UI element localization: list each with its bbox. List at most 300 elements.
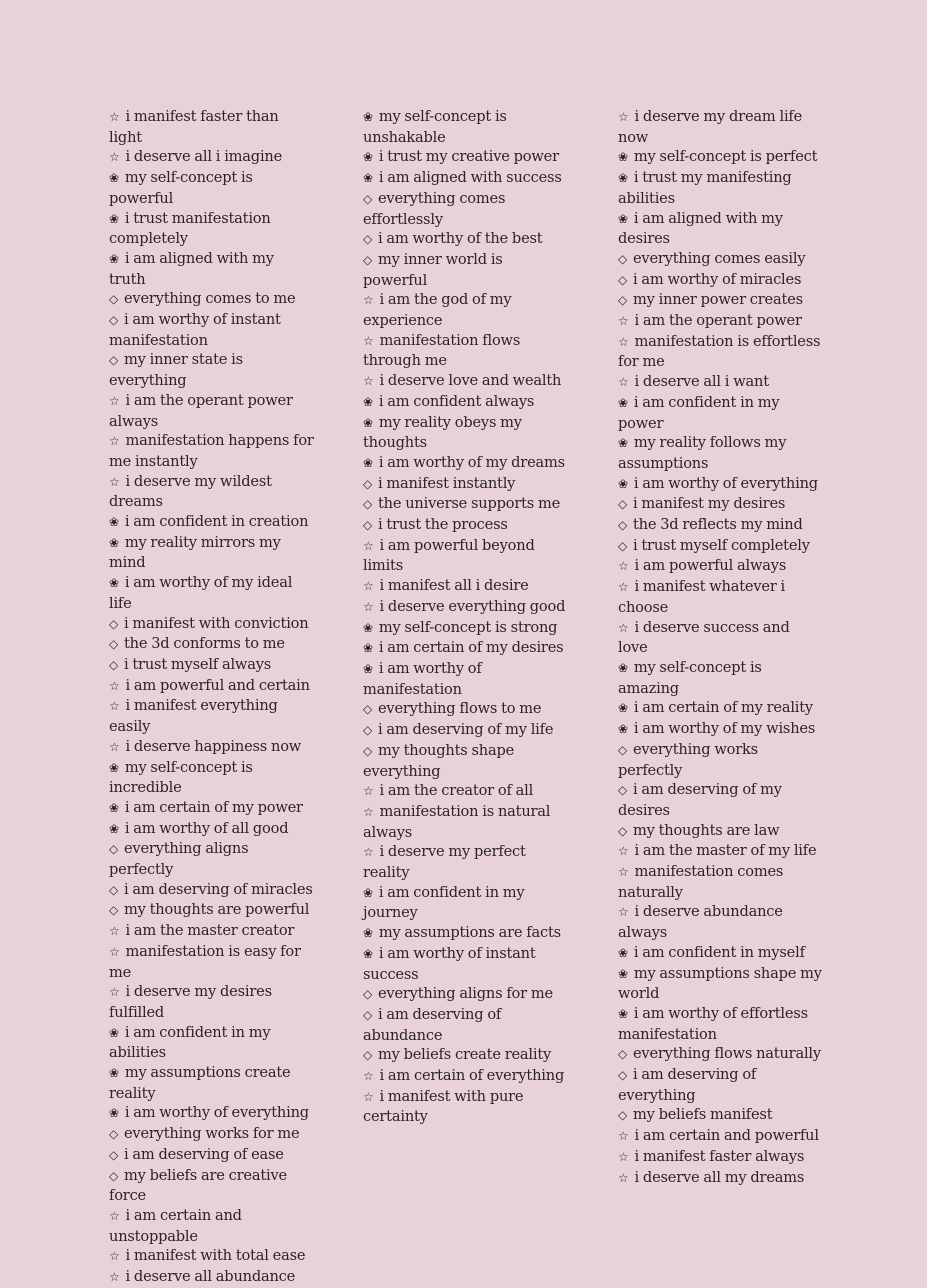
affirmation-item <box>363 1087 568 1127</box>
affirmation-item <box>109 310 314 350</box>
affirmation-item <box>618 740 823 780</box>
affirmation-text: i deserve my perfect reality <box>363 843 526 882</box>
affirmation-item <box>363 597 568 618</box>
affirmation-text: my inner power creates <box>632 291 803 309</box>
star-icon: ☆ <box>109 1249 120 1264</box>
affirmation-item <box>618 209 823 249</box>
flower-icon: ❀ <box>618 945 628 960</box>
flower-icon: ❀ <box>363 926 373 941</box>
flower-icon: ❀ <box>363 455 373 470</box>
affirmation-item <box>109 209 314 249</box>
affirmation-item <box>618 311 823 332</box>
affirmation-item <box>618 270 823 291</box>
affirmation-text: i am the master creator <box>125 922 295 940</box>
affirmation-item <box>109 798 314 819</box>
diamond-icon: ◇ <box>363 476 373 491</box>
flower-icon: ❀ <box>363 885 373 900</box>
affirmation-text: my thoughts are law <box>632 821 780 839</box>
affirmation-text: my self-concept is strong <box>378 618 558 636</box>
affirmation-text: everything aligns perfectly <box>109 840 249 879</box>
affirmation-item <box>363 781 568 802</box>
flower-icon: ❀ <box>109 171 119 186</box>
affirmation-text: manifestation flows through me <box>363 331 521 370</box>
affirmation-text: everything aligns for me <box>377 985 553 1003</box>
star-icon: ☆ <box>618 559 629 574</box>
diamond-icon: ◇ <box>363 497 373 512</box>
affirmation-text: i deserve success and love <box>618 618 790 657</box>
flower-icon: ❀ <box>618 150 628 165</box>
flower-icon: ❀ <box>618 211 628 226</box>
affirmation-text: i trust my manifesting abilities <box>618 169 792 207</box>
affirmation-text: i deserve my dream life now <box>618 108 803 146</box>
diamond-icon: ◇ <box>109 616 119 631</box>
diamond-icon: ◇ <box>618 1047 628 1062</box>
diamond-icon: ◇ <box>363 723 373 738</box>
affirmation-text: i deserve happiness now <box>125 737 302 755</box>
affirmation-column-3 <box>618 107 823 1188</box>
affirmation-item <box>618 1147 823 1168</box>
affirmation-text: i manifest all i desire <box>379 577 529 595</box>
affirmation-text: i deserve all i want <box>634 373 769 391</box>
affirmation-text: my inner state is everything <box>109 351 243 390</box>
affirmation-text: i am the creator of all <box>379 782 534 800</box>
affirmation-text: i am deserving of my life <box>377 721 554 739</box>
affirmation-text: everything comes effortlessly <box>363 189 506 228</box>
affirmation-item <box>363 536 568 576</box>
affirmation-text: i deserve everything good <box>379 597 566 615</box>
star-icon: ☆ <box>109 150 120 165</box>
diamond-icon: ◇ <box>109 657 119 672</box>
affirmation-text: i am certain of everything <box>379 1067 565 1085</box>
affirmation-text: i am confident in myself <box>633 943 805 961</box>
diamond-icon: ◇ <box>363 1007 373 1022</box>
diamond-icon: ◇ <box>109 1127 119 1142</box>
diamond-icon: ◇ <box>109 1147 119 1162</box>
affirmation-item <box>363 331 568 371</box>
diamond-icon: ◇ <box>618 518 628 533</box>
affirmation-item <box>363 290 568 330</box>
affirmation-item <box>618 902 823 942</box>
diamond-icon: ◇ <box>109 903 119 918</box>
star-icon: ☆ <box>618 1149 629 1164</box>
diamond-icon: ◇ <box>363 702 373 717</box>
affirmation-item <box>109 533 314 573</box>
star-icon: ☆ <box>109 985 120 1000</box>
affirmation-text: i deserve all i imagine <box>125 148 283 166</box>
affirmation-text: i am confident in my power <box>618 393 780 432</box>
affirmation-text: i am worthy of everything <box>633 474 818 492</box>
flower-icon: ❀ <box>363 110 373 124</box>
affirmation-text: i am deserving of my desires <box>618 781 782 819</box>
affirmation-text: everything comes to me <box>123 290 296 308</box>
star-icon: ☆ <box>363 1089 374 1104</box>
affirmation-text: i am the operant power <box>634 312 802 330</box>
affirmation-item <box>363 576 568 597</box>
star-icon: ☆ <box>363 293 374 308</box>
star-icon: ☆ <box>109 434 120 449</box>
affirmation-item <box>109 758 314 798</box>
affirmation-text: i am certain of my desires <box>378 639 564 657</box>
affirmation-item <box>109 1124 314 1145</box>
flower-icon: ❀ <box>618 660 628 675</box>
flower-icon: ❀ <box>363 150 373 165</box>
affirmation-item <box>109 982 314 1022</box>
affirmation-text: i am confident in creation <box>124 513 309 531</box>
affirmation-text: my assumptions create reality <box>109 1064 291 1102</box>
affirmation-item <box>363 944 568 984</box>
affirmation-item <box>109 472 314 512</box>
affirmation-text: i trust my creative power <box>378 148 559 166</box>
star-icon: ☆ <box>363 804 374 819</box>
affirmation-item <box>618 249 823 270</box>
affirmation-text: i manifest with total ease <box>125 1247 306 1265</box>
star-icon: ☆ <box>618 110 629 124</box>
affirmation-text: i am confident in my journey <box>363 883 525 922</box>
affirmation-item <box>363 474 568 495</box>
affirmation-item <box>109 880 314 901</box>
affirmation-item <box>363 250 568 290</box>
affirmation-text: i am deserving of everything <box>618 1066 757 1104</box>
affirmation-text: i am worthy of my wishes <box>633 720 816 738</box>
diamond-icon: ◇ <box>618 1108 628 1123</box>
affirmation-text: i manifest my desires <box>632 495 786 513</box>
affirmation-item <box>109 942 314 982</box>
affirmation-text: the 3d conforms to me <box>123 635 285 653</box>
star-icon: ☆ <box>363 579 374 594</box>
star-icon: ☆ <box>618 865 629 880</box>
affirmation-text: my self-concept is perfect <box>633 148 818 166</box>
affirmation-item <box>618 474 823 495</box>
affirmation-text: everything flows naturally <box>632 1045 821 1063</box>
affirmation-item <box>363 1005 568 1045</box>
diamond-icon: ◇ <box>363 1048 373 1063</box>
star-icon: ☆ <box>109 944 120 959</box>
flower-icon: ❀ <box>618 436 628 451</box>
affirmation-text: my reality obeys my thoughts <box>363 413 522 452</box>
diamond-icon: ◇ <box>109 292 119 307</box>
flower-icon: ❀ <box>618 171 628 186</box>
flower-icon: ❀ <box>109 515 119 530</box>
flower-icon: ❀ <box>109 1106 119 1121</box>
affirmation-item <box>109 1206 314 1246</box>
affirmation-text: i am the master of my life <box>634 842 817 860</box>
star-icon: ☆ <box>618 580 629 595</box>
star-icon: ☆ <box>363 1069 374 1084</box>
affirmation-item <box>363 107 568 147</box>
star-icon: ☆ <box>363 599 374 614</box>
diamond-icon: ◇ <box>363 232 373 247</box>
affirmation-item <box>363 883 568 923</box>
affirmation-text: my reality mirrors my mind <box>109 533 281 572</box>
affirmation-item <box>363 638 568 659</box>
affirmation-item <box>618 1105 823 1126</box>
flower-icon: ❀ <box>109 1025 119 1040</box>
diamond-icon: ◇ <box>618 272 628 287</box>
affirmation-item <box>363 741 568 781</box>
affirmation-item <box>109 1103 314 1124</box>
diamond-icon: ◇ <box>618 1068 628 1083</box>
affirmation-text: i am worthy of my ideal life <box>109 574 293 612</box>
affirmation-text: i manifest with pure certainty <box>363 1087 524 1126</box>
star-icon: ☆ <box>109 739 120 754</box>
star-icon: ☆ <box>109 474 120 489</box>
star-icon: ☆ <box>109 924 120 939</box>
diamond-icon: ◇ <box>618 251 628 266</box>
flower-icon: ❀ <box>363 946 373 961</box>
star-icon: ☆ <box>363 784 374 799</box>
affirmation-item <box>618 536 823 557</box>
star-icon: ☆ <box>618 905 629 920</box>
affirmation-item <box>109 573 314 613</box>
diamond-icon: ◇ <box>363 252 373 267</box>
affirmation-text: the universe supports me <box>377 495 561 513</box>
affirmation-item <box>618 290 823 311</box>
star-icon: ☆ <box>363 538 374 553</box>
affirmation-item <box>109 147 314 168</box>
affirmation-item <box>618 494 823 515</box>
affirmation-item <box>363 453 568 474</box>
affirmation-text: i am deserving of ease <box>123 1145 284 1163</box>
flower-icon: ❀ <box>363 171 373 186</box>
affirmation-text: my thoughts are powerful <box>123 901 310 919</box>
affirmation-item <box>109 921 314 942</box>
star-icon: ☆ <box>109 110 120 124</box>
diamond-icon: ◇ <box>109 353 119 368</box>
star-icon: ☆ <box>109 1270 120 1285</box>
affirmation-text: i am aligned with my truth <box>109 249 274 288</box>
affirmation-item <box>109 168 314 208</box>
affirmation-item <box>618 1126 823 1147</box>
affirmations-page <box>109 107 829 1286</box>
affirmation-text: i am worthy of manifestation <box>363 659 482 698</box>
affirmation-text: my inner world is powerful <box>363 250 503 289</box>
affirmation-item <box>109 512 314 533</box>
diamond-icon: ◇ <box>109 882 119 897</box>
affirmation-text: i am powerful always <box>634 557 787 575</box>
affirmation-text: i deserve my wildest dreams <box>109 472 272 511</box>
affirmation-text: i am worthy of effortless manifestation <box>618 1004 808 1043</box>
diamond-icon: ◇ <box>109 313 119 328</box>
affirmation-item <box>363 229 568 250</box>
affirmation-item <box>363 699 568 720</box>
affirmation-text: i am certain and unstoppable <box>109 1206 242 1245</box>
affirmation-text: manifestation is natural always <box>363 802 551 841</box>
affirmation-item <box>618 943 823 964</box>
affirmation-text: i am worthy of the best <box>377 230 543 248</box>
affirmation-text: i am worthy of instant success <box>363 944 536 983</box>
affirmation-text: i manifest with conviction <box>123 614 309 632</box>
affirmation-item <box>618 332 823 372</box>
flower-icon: ❀ <box>109 211 119 226</box>
affirmation-item <box>363 659 568 699</box>
affirmation-text: i am deserving of miracles <box>123 880 313 898</box>
affirmation-item <box>109 1267 314 1288</box>
flower-icon: ❀ <box>363 415 373 430</box>
affirmation-item <box>109 431 314 471</box>
affirmation-text: everything works perfectly <box>618 740 758 779</box>
diamond-icon: ◇ <box>363 743 373 758</box>
affirmation-item <box>618 1168 823 1189</box>
affirmation-item <box>618 841 823 862</box>
affirmation-item <box>618 618 823 658</box>
affirmation-item <box>109 900 314 921</box>
affirmation-item <box>109 1023 314 1063</box>
diamond-icon: ◇ <box>109 637 119 652</box>
star-icon: ☆ <box>109 699 120 714</box>
affirmation-item <box>363 494 568 515</box>
affirmation-column-1 <box>109 107 314 1288</box>
flower-icon: ❀ <box>363 394 373 409</box>
affirmation-text: i am aligned with success <box>378 169 562 187</box>
affirmation-item <box>363 147 568 168</box>
affirmation-item <box>363 413 568 453</box>
affirmation-item <box>109 737 314 758</box>
flower-icon: ❀ <box>618 476 628 491</box>
affirmation-item <box>618 372 823 393</box>
flower-icon: ❀ <box>363 661 373 676</box>
affirmation-item <box>618 107 823 147</box>
affirmation-item <box>618 658 823 698</box>
affirmation-item <box>363 392 568 413</box>
affirmation-item <box>618 433 823 473</box>
affirmation-item <box>109 1145 314 1166</box>
diamond-icon: ◇ <box>618 823 628 838</box>
affirmation-item <box>363 189 568 229</box>
affirmation-item <box>363 371 568 392</box>
affirmation-text: my reality follows my assumptions <box>618 434 787 472</box>
flower-icon: ❀ <box>618 1006 628 1021</box>
affirmation-item <box>363 720 568 741</box>
affirmation-text: i am certain and powerful <box>634 1127 819 1145</box>
affirmation-text: i am the god of my experience <box>363 291 512 330</box>
flower-icon: ❀ <box>109 535 119 550</box>
affirmation-item <box>363 923 568 944</box>
affirmation-text: my self-concept is incredible <box>109 758 253 797</box>
affirmation-item <box>363 842 568 882</box>
diamond-icon: ◇ <box>109 842 119 857</box>
affirmation-text: my assumptions are facts <box>378 924 561 942</box>
diamond-icon: ◇ <box>618 293 628 308</box>
diamond-icon: ◇ <box>363 518 373 533</box>
affirmation-item <box>109 391 314 431</box>
affirmation-text: i am aligned with my desires <box>618 209 783 248</box>
affirmation-item <box>109 1063 314 1103</box>
flower-icon: ❀ <box>109 1066 119 1081</box>
affirmation-item <box>618 515 823 536</box>
affirmation-text: i am certain of my reality <box>633 699 813 717</box>
affirmation-text: my self-concept is unshakable <box>363 108 507 146</box>
affirmation-item <box>109 819 314 840</box>
star-icon: ☆ <box>618 375 629 390</box>
affirmation-text: i am worthy of everything <box>124 1104 309 1122</box>
affirmation-text: my self-concept is powerful <box>109 169 253 207</box>
diamond-icon: ◇ <box>618 742 628 757</box>
affirmation-text: i am powerful and certain <box>125 676 310 694</box>
star-icon: ☆ <box>109 393 120 408</box>
affirmation-item <box>618 862 823 902</box>
affirmation-text: i deserve my desires fulfilled <box>109 983 272 1021</box>
affirmation-text: i manifest instantly <box>377 474 516 492</box>
affirmation-item <box>618 393 823 433</box>
flower-icon: ❀ <box>618 395 628 410</box>
flower-icon: ❀ <box>109 760 119 775</box>
flower-icon: ❀ <box>109 800 119 815</box>
affirmation-text: my beliefs are creative force <box>109 1166 287 1205</box>
affirmation-text: i manifest whatever i choose <box>618 578 786 616</box>
flower-icon: ❀ <box>109 576 119 591</box>
affirmation-item <box>109 289 314 310</box>
star-icon: ☆ <box>618 334 629 349</box>
affirmation-text: i deserve love and wealth <box>379 372 562 390</box>
affirmation-item <box>109 614 314 635</box>
affirmation-text: i manifest faster always <box>634 1147 805 1165</box>
affirmation-item <box>109 696 314 736</box>
affirmation-item <box>363 984 568 1005</box>
affirmation-text: i manifest faster than light <box>109 108 279 146</box>
diamond-icon: ◇ <box>109 1168 119 1183</box>
affirmation-text: my beliefs manifest <box>632 1106 773 1124</box>
affirmation-item <box>363 802 568 842</box>
affirmation-item <box>618 964 823 1004</box>
affirmation-text: i trust myself always <box>123 655 272 673</box>
affirmation-text: i manifest everything easily <box>109 697 278 736</box>
affirmation-item <box>109 676 314 697</box>
flower-icon: ❀ <box>618 966 628 981</box>
affirmation-item <box>618 1044 823 1065</box>
flower-icon: ❀ <box>363 641 373 656</box>
star-icon: ☆ <box>618 1129 629 1144</box>
affirmation-text: i am certain of my power <box>124 798 303 816</box>
affirmation-item <box>618 1065 823 1105</box>
flower-icon: ❀ <box>109 821 119 836</box>
star-icon: ☆ <box>618 1170 629 1185</box>
affirmation-item <box>363 1045 568 1066</box>
affirmation-text: manifestation comes naturally <box>618 863 784 901</box>
affirmation-text: i deserve all abundance <box>125 1268 296 1286</box>
flower-icon: ❀ <box>618 722 628 737</box>
affirmation-text: i am worthy of my dreams <box>378 453 565 471</box>
affirmation-item <box>363 515 568 536</box>
affirmation-text: i trust the process <box>377 516 508 534</box>
affirmation-text: i am confident always <box>378 392 535 410</box>
affirmation-text: the 3d reflects my mind <box>632 516 803 534</box>
affirmation-item <box>363 168 568 189</box>
diamond-icon: ◇ <box>618 497 628 512</box>
affirmation-text: my self-concept is amazing <box>618 658 762 697</box>
affirmation-text: everything works for me <box>123 1125 300 1143</box>
affirmation-item <box>618 147 823 168</box>
affirmation-text: i am worthy of instant manifestation <box>109 311 281 349</box>
affirmation-text: everything flows to me <box>377 700 542 718</box>
affirmation-text: my beliefs create reality <box>377 1046 552 1064</box>
affirmation-item <box>618 719 823 740</box>
affirmation-text: my thoughts shape everything <box>363 741 515 780</box>
affirmation-item <box>618 577 823 617</box>
affirmation-item <box>618 780 823 820</box>
affirmation-column-2 <box>363 107 568 1127</box>
affirmation-item <box>618 821 823 842</box>
affirmation-text: i trust myself completely <box>632 536 810 554</box>
diamond-icon: ◇ <box>363 987 373 1002</box>
affirmation-text: i deserve all my dreams <box>634 1168 805 1186</box>
star-icon: ☆ <box>618 314 629 329</box>
affirmation-item <box>618 168 823 208</box>
affirmation-text: manifestation is effortless for me <box>618 332 821 371</box>
affirmation-text: i am the operant power always <box>109 391 293 430</box>
star-icon: ☆ <box>363 333 374 348</box>
star-icon: ☆ <box>109 1208 120 1223</box>
diamond-icon: ◇ <box>618 538 628 553</box>
